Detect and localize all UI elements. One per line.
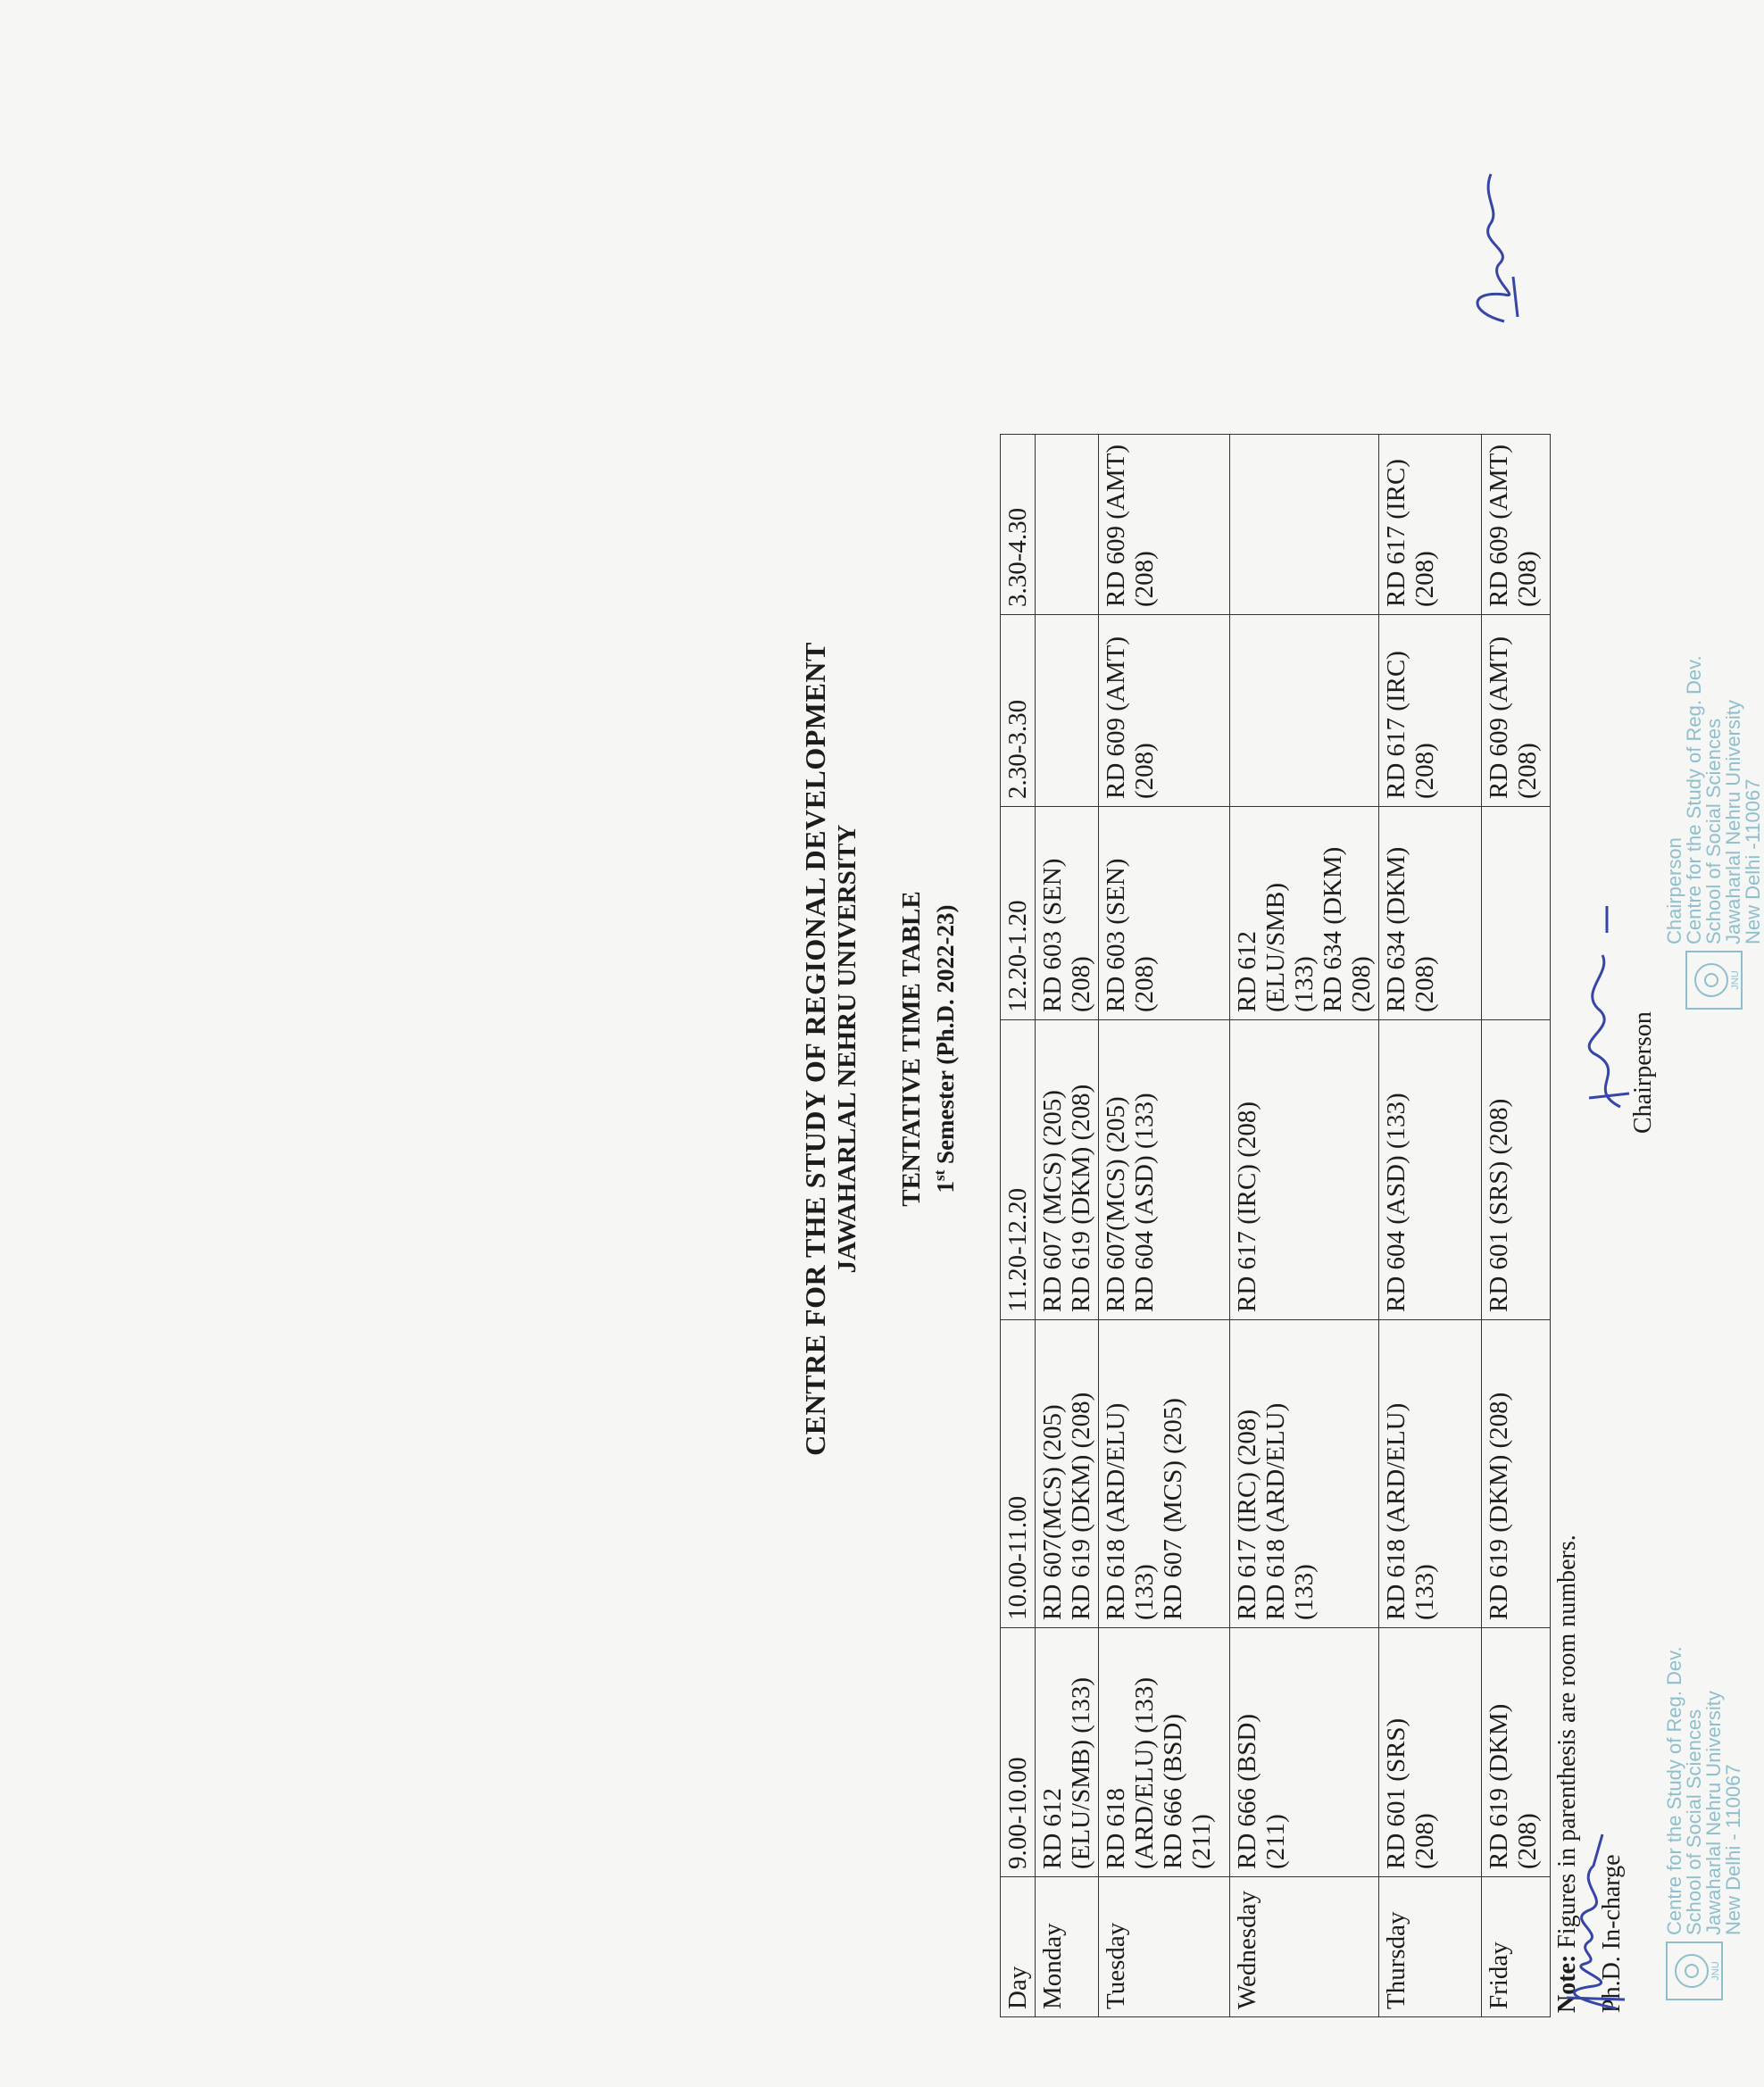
table-header-row <box>1001 435 1036 2017</box>
class-entry: RD 603 (SEN) (208) <box>1102 858 1159 1012</box>
timetable-sheet <box>513 45 1764 2053</box>
class-entry: RD 619 (DKM) (208) <box>1067 1392 1095 1620</box>
slot-cell <box>1482 435 1551 615</box>
class-entry: (211) <box>1261 1814 1290 1869</box>
handwritten-annotation <box>1451 152 1531 330</box>
slot-cell <box>1099 1020 1230 1320</box>
slot-cell <box>1230 1628 1379 1877</box>
class-entry: RD 607(MCS) (205) <box>1038 1404 1067 1620</box>
table-row <box>1036 435 1099 2017</box>
phd-incharge-signature <box>1540 1830 1629 2017</box>
class-entry: RD 666 (BSD) <box>1159 1713 1187 1869</box>
class-entry: RD 618 <box>1102 1787 1130 1869</box>
university-name: JAWAHARLAL NEHRU UNIVERSITY <box>833 824 861 1274</box>
slot-cell <box>1379 615 1482 807</box>
class-entry: (ELU/SMB) (133) <box>1067 1676 1095 1869</box>
class-entry: RD 618 (ARD/ELU) <box>1261 1402 1290 1620</box>
jnu-logo-icon <box>1685 950 1743 1010</box>
slot-cell <box>1482 807 1551 1020</box>
class-entry: (208) <box>1513 1813 1542 1869</box>
class-entry: RD 609 (AMT) <box>1102 444 1130 607</box>
class-entry: (208) <box>1410 551 1439 607</box>
table-row <box>1230 435 1379 2017</box>
slot-cell <box>1379 435 1482 615</box>
day-cell: Monday <box>1036 1877 1099 2017</box>
semester-ordinal: st <box>931 1169 948 1181</box>
slot-cell <box>1036 807 1099 1020</box>
slot-cell <box>1379 1020 1482 1320</box>
class-entry: RD 612 <box>1038 1787 1067 1869</box>
stamp-line: Centre for the Study of Reg. Dev. <box>1663 1646 1685 1935</box>
note-label: Note: <box>1553 1954 1581 2013</box>
table-row <box>1482 435 1551 2017</box>
stamp-line: Jawaharlal Nehru University <box>1702 1691 1725 1935</box>
class-entry: RD 607(MCS) (205) <box>1102 1096 1130 1312</box>
semester-text: Semester (Ph.D. 2022-23) <box>932 904 959 1170</box>
class-entry: (208) <box>1513 551 1542 607</box>
stamp-line: Centre for the Study of Reg. Dev. <box>1683 655 1705 944</box>
class-entry: RD 601 (SRS) <box>1382 1717 1410 1869</box>
class-entry: RD 634 (DKM) <box>1319 846 1347 1012</box>
class-entry: (208) <box>1347 956 1376 1012</box>
class-entry: (208) <box>1410 956 1439 1012</box>
note-text: Figures in parenthesis are room numbers. <box>1553 1534 1581 1955</box>
class-entry: RD 604 (ASD) (133) <box>1382 1093 1410 1312</box>
class-entry: RD 609 (AMT) <box>1102 636 1130 799</box>
class-entry: RD 607 (MCS) (205) <box>1159 1398 1187 1620</box>
jnu-logo-icon <box>1665 1941 1724 2001</box>
slot-cell <box>1482 1020 1551 1320</box>
slot-cell <box>1036 1628 1099 1877</box>
stamp-line: Chairperson <box>1663 837 1685 944</box>
slot-cell <box>1099 435 1230 615</box>
slot-cell <box>1036 1020 1099 1320</box>
class-entry: (ARD/ELU) (133) <box>1130 1676 1159 1869</box>
class-entry: (133) <box>1290 956 1319 1012</box>
class-entry: (133) <box>1410 1564 1439 1620</box>
slot-cell <box>1230 807 1379 1020</box>
column-header: Day <box>1001 1877 1036 2017</box>
day-cell: Tuesday <box>1099 1877 1230 2017</box>
class-entry: RD 619 (DKM) (208) <box>1485 1392 1513 1620</box>
class-entry: RD 609 (AMT) <box>1485 444 1513 607</box>
class-entry: (133) <box>1290 1564 1319 1620</box>
class-entry: (133) <box>1130 1564 1159 1620</box>
class-entry: RD 617 (IRC) <box>1382 459 1410 607</box>
day-cell: Thursday <box>1379 1877 1482 2017</box>
class-entry: RD 612 (ELU/SMB) <box>1233 883 1290 1012</box>
slot-cell <box>1379 1320 1482 1628</box>
slot-cell <box>1099 615 1230 807</box>
phd-incharge-label: Ph.D. In-charge <box>1598 1854 1626 2013</box>
class-entry: RD 666 (BSD) <box>1233 1713 1261 1869</box>
slot-cell <box>1099 1320 1230 1628</box>
document-title: TENTATIVE TIME TABLE <box>897 891 926 1207</box>
slot-cell <box>1230 615 1379 807</box>
column-header: 2.30-3.30 <box>1001 615 1036 807</box>
column-header: 12.20-1.20 <box>1001 807 1036 1020</box>
column-header: 11.20-12.20 <box>1001 1020 1036 1320</box>
class-entry: RD 607 (MCS) (205) <box>1038 1090 1067 1312</box>
class-entry: (211) <box>1187 1814 1216 1869</box>
class-entry: RD 619 (DKM) <box>1485 1703 1513 1869</box>
chairperson-signature <box>1567 893 1638 1125</box>
slot-cell <box>1099 807 1230 1020</box>
table-row <box>1379 435 1482 2017</box>
class-entry: RD 619 (DKM) (208) <box>1067 1084 1095 1312</box>
class-entry: (208) <box>1410 1813 1439 1869</box>
class-entry: RD 617 (IRC) <box>1382 651 1410 799</box>
institution-name: CENTRE FOR THE STUDY OF REGIONAL DEVELOPMENT <box>799 642 831 1456</box>
stamp-line: School of Social Sciences <box>1683 1709 1705 1935</box>
slot-cell <box>1036 1320 1099 1628</box>
chairperson-stamp <box>1665 655 1763 1009</box>
class-entry: RD 609 (AMT) <box>1485 636 1513 799</box>
column-header: 9.00-10.00 <box>1001 1628 1036 1877</box>
class-entry: RD 601 (SRS) (208) <box>1485 1098 1513 1312</box>
slot-cell <box>1230 435 1379 615</box>
svg-text:JNU: JNU <box>1730 970 1741 990</box>
class-entry: (208) <box>1410 743 1439 799</box>
class-entry: (208) <box>1513 743 1542 799</box>
slot-cell <box>1036 615 1099 807</box>
stamp-line: New Delhi - 110067 <box>1722 1764 1744 1935</box>
column-header: 10.00-11.00 <box>1001 1320 1036 1628</box>
stamp-line: School of Social Sciences <box>1702 718 1725 944</box>
class-entry: RD 634 (DKM) <box>1382 846 1410 1012</box>
stamp-line: Jawaharlal Nehru University <box>1722 700 1744 944</box>
semester-subtitle <box>931 45 960 2053</box>
class-entry: RD 603 (SEN) (208) <box>1038 858 1095 1012</box>
class-entry: RD 618 (ARD/ELU) <box>1382 1402 1410 1620</box>
class-entry: (208) <box>1130 743 1159 799</box>
department-stamp <box>1665 1646 1743 2000</box>
slot-cell <box>1379 1628 1482 1877</box>
stamp-line: New Delhi -110067 <box>1742 778 1764 944</box>
semester-number: 1 <box>932 1180 959 1193</box>
timetable <box>1000 434 1551 2017</box>
class-entry: RD 617 (IRC) (208) <box>1233 1101 1261 1312</box>
slot-cell <box>1230 1020 1379 1320</box>
day-cell: Wednesday <box>1230 1877 1379 2017</box>
column-header: 3.30-4.30 <box>1001 435 1036 615</box>
class-entry: (208) <box>1130 551 1159 607</box>
slot-cell <box>1482 615 1551 807</box>
class-entry: RD 618 (ARD/ELU) <box>1102 1402 1130 1620</box>
class-entry: RD 604 (ASD) (133) <box>1130 1093 1159 1312</box>
chairperson-label: Chairperson <box>1629 1011 1657 1134</box>
class-entry: RD 617 (IRC) (208) <box>1233 1409 1261 1620</box>
slot-cell <box>1379 807 1482 1020</box>
slot-cell <box>1099 1628 1230 1877</box>
table-row <box>1099 435 1230 2017</box>
slot-cell <box>1230 1320 1379 1628</box>
slot-cell <box>1482 1320 1551 1628</box>
slot-cell <box>1036 435 1099 615</box>
day-cell: Friday <box>1482 1877 1551 2017</box>
svg-text:JNU: JNU <box>1710 1961 1721 1981</box>
